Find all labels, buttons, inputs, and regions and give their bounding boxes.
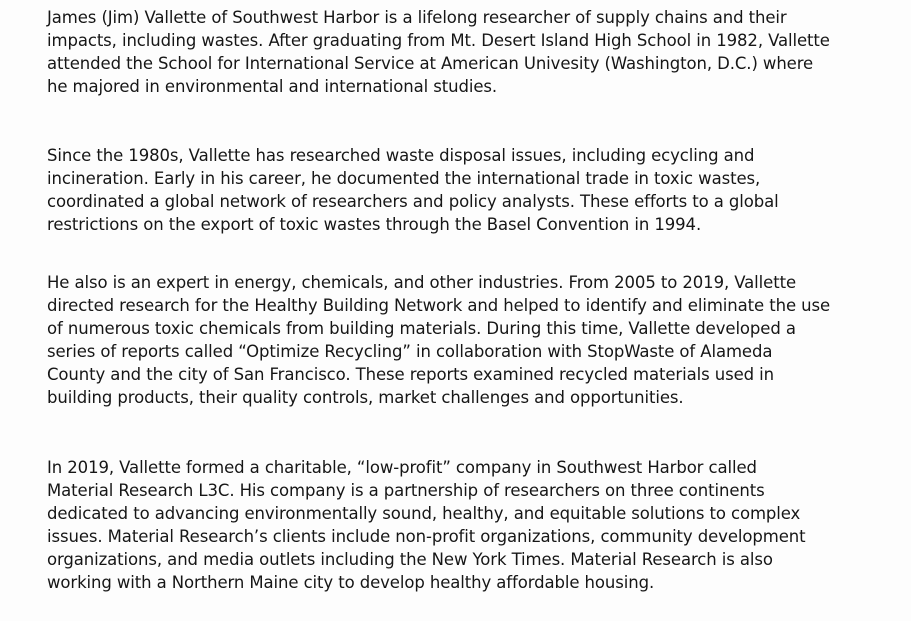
bio-paragraph-waste-research [47, 144, 779, 236]
text-line: restrictions on the export of toxic wastes through the Basel Convention in 1994. [47, 215, 702, 234]
text-line: County and the city of San Francisco. These reports examined recycled materials used in [47, 365, 775, 384]
text-line: series of reports called “Optimize Recycling” in collaboration with StopWaste of Alameda [47, 342, 773, 361]
text-line: dedicated to advancing environmentally sound, healthy, and equitable solutions to complex [47, 504, 801, 523]
text-line: Material Research L3C. His company is a partnership of researchers on three continents [47, 481, 765, 500]
text-line: issues. Material Research’s clients include non-profit organizations, community development [47, 527, 806, 546]
text-line: directed research for the Healthy Building Network and helped to identify and eliminate the use [47, 296, 831, 315]
text-line: incineration. Early in his career, he documented the international trade in toxic wastes, [47, 169, 761, 188]
text-line: In 2019, Vallette formed a charitable, “low-profit” company in Southwest Harbor called [47, 458, 757, 477]
text-line: coordinated a global network of researchers and policy analysts. These efforts to a global [47, 192, 779, 211]
text-line: impacts, including wastes. After graduating from Mt. Desert Island High School in 1982, Vallette [47, 31, 830, 50]
text-line: attended the School for International Service at American Univesity (Washington, D.C.) where [47, 54, 814, 73]
text-line: building products, their quality controls, market challenges and opportunities. [47, 388, 684, 407]
text-line: organizations, and media outlets including the New York Times. Material Research is also [47, 550, 773, 569]
text-line: Since the 1980s, Vallette has researched waste disposal issues, including ecycling and [47, 146, 755, 165]
text-line: he majored in environmental and international studies. [47, 77, 498, 96]
text-line: James (Jim) Vallette of Southwest Harbor is a lifelong researcher of supply chains and their [47, 8, 787, 27]
text-line: He also is an expert in energy, chemicals, and other industries. From 2005 to 2019, Vallette [47, 273, 796, 292]
bio-paragraph-education [47, 6, 830, 98]
text-line: working with a Northern Maine city to develop healthy affordable housing. [47, 573, 655, 592]
bio-paragraph-healthy-building [47, 271, 830, 409]
text-line: of numerous toxic chemicals from building materials. During this time, Vallette developed a [47, 319, 796, 338]
bio-paragraph-material-research [47, 456, 805, 594]
